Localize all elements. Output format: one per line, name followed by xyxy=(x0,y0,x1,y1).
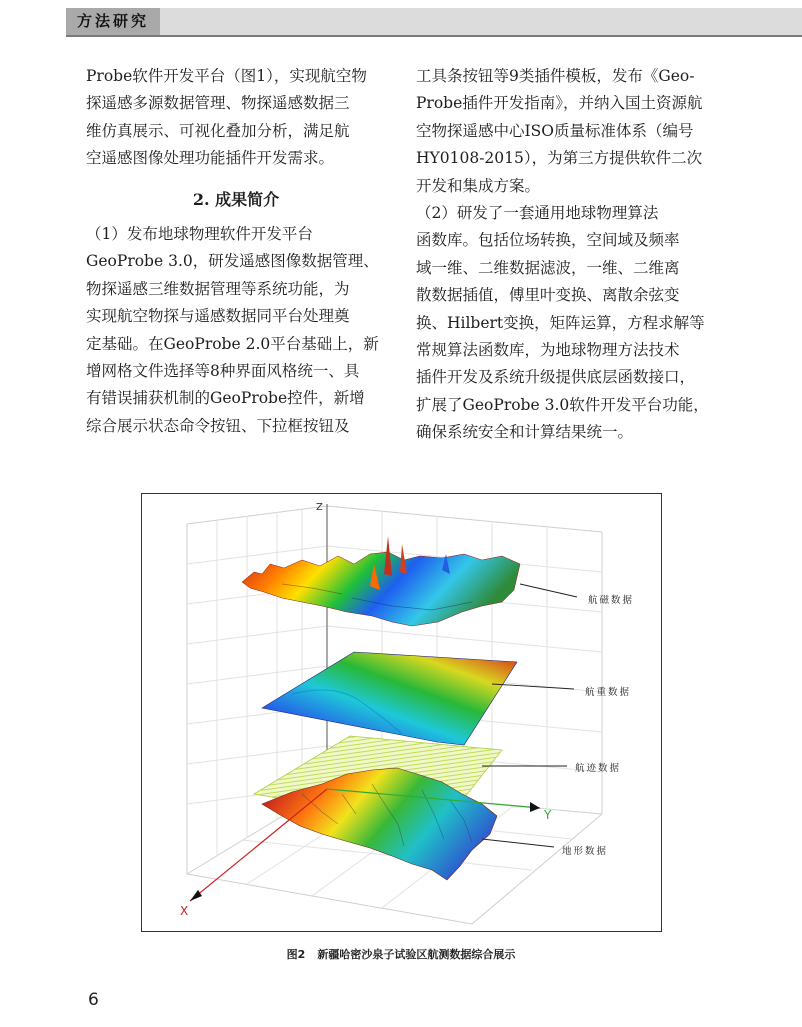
x-axis-label: X xyxy=(180,904,189,918)
label-terrain-data: 地形数据 xyxy=(562,846,609,857)
figure-caption xyxy=(0,946,802,962)
left-paragraph-2: （1）发布地球物理软件开发平台 GeoProbe 3.0，研发遥感图像数据管理、 物探遥感三维数据管理等系统功能，为 实现航空物探与遥感数据同平台处理奠 定基础。在GeoProbe 2.0平台基础上，新 增网格文件选择等8种界面风格统一、具 有错误捕获机制的GeoProbe控件，新增 综合展示状态命令按钮、下拉框按钮及 xyxy=(86,225,379,435)
page-number: 6 xyxy=(88,990,99,1010)
magnetic-surface xyxy=(242,536,520,626)
gravity-surface xyxy=(262,652,517,745)
caption-text: 新疆哈密沙泉子试验区航测数据综合展示 xyxy=(317,948,516,961)
label-magnetic-data: 航磁数据 xyxy=(588,595,635,606)
label-flight-track-data: 航迹数据 xyxy=(575,763,622,774)
z-axis-label: Z xyxy=(316,502,323,513)
right-paragraph-2: （2）研发了一套通用地球物理算法 函数库。包括位场转换，空间域及频率 域一维、二维数据滤波，一维、二维离 散数据插值，傅里叶变换、离散余弦变 换、Hilbert变换，矩阵运算，方程求解等 常规算法函数库，为地球物理方法技术 插件开发及系统升级提供底层函数接口， 扩展了GeoProbe 3.0软件开发平台功能， 确保系统安全和计算结果统一。 xyxy=(416,204,709,442)
right-paragraph-1: 工具条按钮等9类插件模板，发布《Geo- Probe插件开发指南》，并纳入国土资源航 空物探遥感中心ISO质量标准体系（编号 HY0108-2015），为第三方提供软件二次 开发和集成方案。 xyxy=(416,67,703,195)
right-column xyxy=(416,63,716,447)
section-heading: 2. 成果简介 xyxy=(192,189,280,209)
header-bar xyxy=(66,8,802,35)
figure-3d-view xyxy=(141,493,662,932)
left-paragraph-1: Probe软件开发平台（图1），实现航空物 探遥感多源数据管理、物探遥感数据三 维仿真展示、可视化叠加分析，满足航 空遥感图像处理功能插件开发需求。 xyxy=(86,67,367,168)
y-axis-label: Y xyxy=(544,808,552,822)
left-column xyxy=(86,63,386,440)
caption-number: 图2 xyxy=(286,948,306,961)
label-gravity-data: 航重数据 xyxy=(585,687,632,698)
section-tag: 方法研究 xyxy=(66,8,160,35)
header-rule xyxy=(66,35,802,37)
figure-canvas xyxy=(142,494,661,931)
